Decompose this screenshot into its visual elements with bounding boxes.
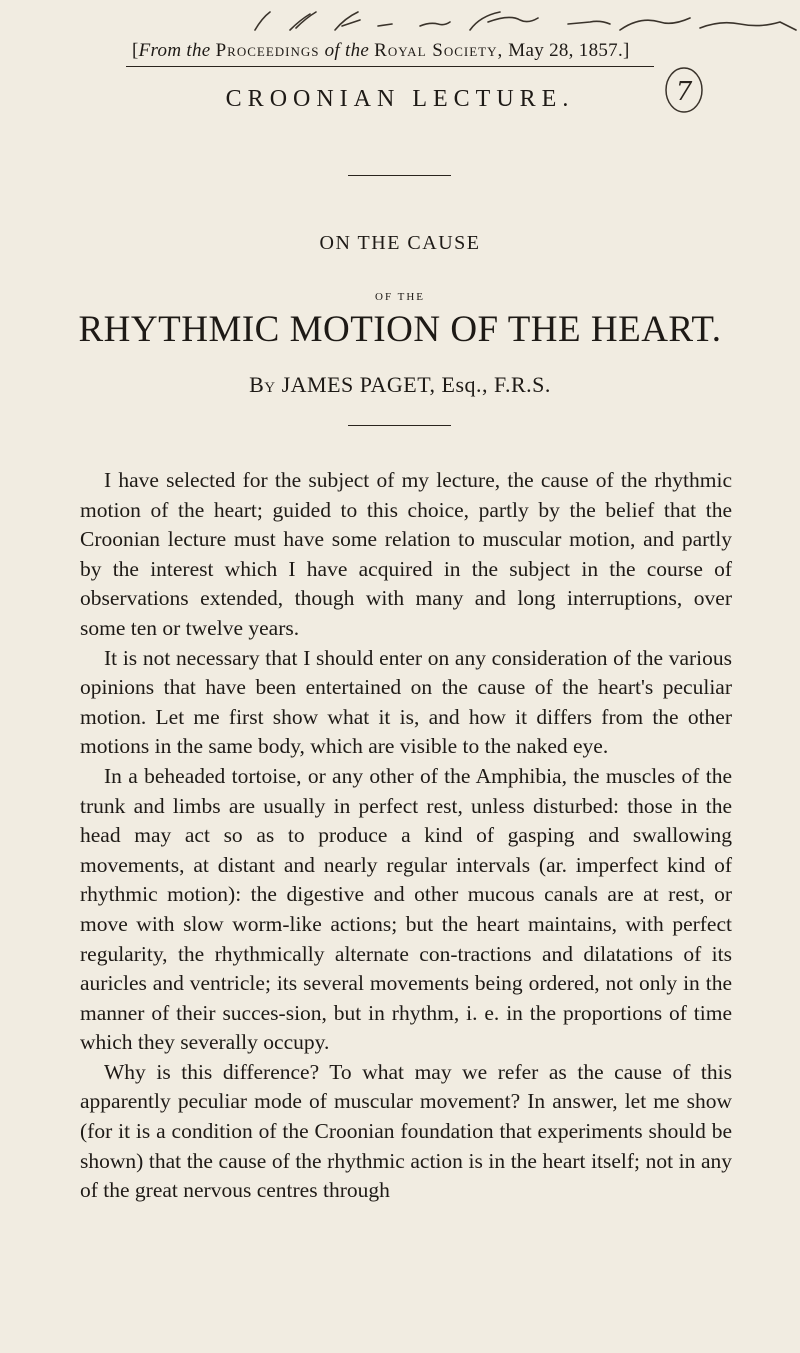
source-society: Royal Society,	[374, 40, 504, 61]
lecture-label: CROONIAN LECTURE.	[225, 86, 575, 112]
author-by: By	[249, 372, 276, 397]
source-of: of the	[324, 40, 370, 61]
title-line-2: OF THE	[375, 291, 425, 303]
section-rule	[348, 425, 451, 426]
author-line	[0, 372, 800, 398]
source-prefix: From the	[138, 40, 211, 61]
paragraph: I have selected for the subject of my lecture, the cause of the rhythmic motion of the heart; guided to this choice, partly by the belief that the Croonian lecture must have some relation to muscular motion, and partly by the interest which I have acquired in the subject in the course of observations extended, though with many and long interruptions, over some ten or twelve years.	[80, 468, 732, 640]
stamp-number: 7	[675, 77, 693, 107]
source-date: May 28, 1857.	[508, 40, 624, 61]
title-line-1: ON THE CAUSE	[319, 232, 481, 254]
paragraph: Why is this difference? To what may we refer as the cause of this apparently peculiar mode of muscular movement? In answer, let me show (for it is a condition of the Croonian foundation that experiments should be shown) that the cause of the rhythmic action is in the heart itself; not in any of the great nervous centres through	[80, 1059, 732, 1203]
source-journal: Proceedings	[215, 40, 320, 61]
paragraph: In a beheaded tortoise, or any other of the Amphibia, the muscles of the trunk and limbs are usually in perfect rest, unless disturbed: those in the head may act so as to produce a kind of gasping and swallowing movements, at distant and nearly regular intervals (ar. imperfect kind of rhythmic motion): the digestive and other mucous canals are at rest, or move with slow worm-like actions; but the heart maintains, with perfect regularity, the rhythmically alternate con-tractions and dilatations of its auricles and ventricle; its several movements being ordered, not only in the manner of their succes-sion, but in rhythm, i. e. in the proportions of time which they severally occupy.	[80, 763, 732, 1055]
source-citation: [From the Proceedings of the Royal Society, May 28, 1857.]	[132, 40, 630, 61]
author-name: JAMES PAGET, Esq., F.R.S.	[281, 372, 551, 397]
body-text	[80, 466, 732, 1206]
paragraph: It is not necessary that I should enter on any consideration of the various opinions that have been entertained on the cause of the heart's peculiar motion. Let me first show what it is, and how it differs from the other motions in the same body, which are visible to the naked eye.	[80, 645, 732, 759]
main-title: RHYTHMIC MOTION OF THE HEART.	[78, 309, 722, 350]
header-rule	[126, 66, 654, 67]
title-rule	[348, 175, 451, 176]
